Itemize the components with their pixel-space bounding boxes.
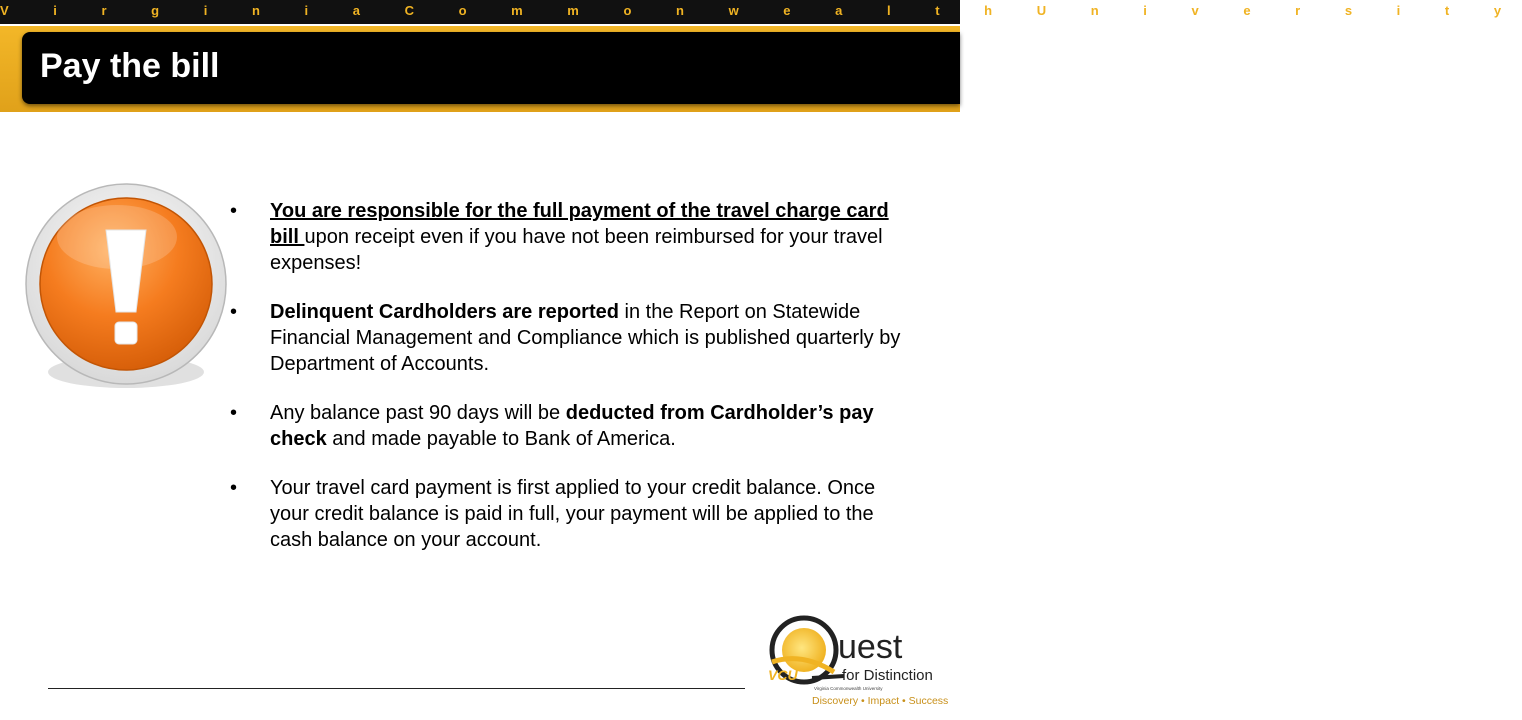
exclamation-alert-icon	[22, 182, 230, 392]
bullet-list	[230, 198, 902, 576]
bullet-text: upon receipt even if you have not been reimbursed for your travel expenses!	[270, 226, 883, 274]
university-name: V i r g i n i a C o m m o n w e a l t h U n i v e r s i t y	[0, 3, 1522, 18]
logo-distinction-text: for Distinction	[842, 667, 933, 684]
bullet-bold-text: deducted from Cardholder’s pay check	[270, 402, 874, 450]
bullet-item: • Your travel card payment is first applied to your credit balance. Once your credit balance is paid in full, your payment will be applied to the cash balance on your account.	[230, 477, 876, 551]
logo-quest-text: uest	[838, 628, 903, 666]
logo-tagline: Discovery • Impact • Success	[812, 695, 949, 707]
bullet-text: and made payable to Bank of America.	[326, 428, 676, 450]
bullet-item: • You are responsible for the full payment of the travel charge card bill upon receipt even if you have not been reimbursed for your travel expenses!	[230, 200, 889, 274]
bullet-underlined-text: You are responsible for the full payment of the travel charge card bill	[270, 200, 889, 248]
quest-for-distinction-logo	[762, 612, 952, 712]
bullet-bold-text: Delinquent Cardholders are reported	[270, 301, 619, 323]
logo-small-text: Virginia Commonwealth University	[814, 686, 883, 691]
bullet-item: • Any balance past 90 days will be deducted from Cardholder’s pay check and made payable to Bank of America.	[230, 402, 874, 450]
page-title: Pay the bill	[40, 47, 220, 85]
bullet-text: Your travel card payment is first applied to your credit balance. Once your credit balance is paid in full, your payment will be applied to the cash balance on your account.	[270, 477, 876, 551]
logo-vcu-text: VCU	[768, 667, 798, 683]
footer-rule	[48, 688, 745, 689]
bullet-item: • Delinquent Cardholders are reported in the Report on Statewide Financial Management and Compliance which is published quarterly by Department of Accounts.	[230, 301, 901, 375]
bullet-text: Any balance past 90 days will be	[270, 402, 566, 424]
bullet-text: in the Report on Statewide Financial Management and Compliance which is published quarterly by Department of Accounts.	[270, 301, 901, 375]
